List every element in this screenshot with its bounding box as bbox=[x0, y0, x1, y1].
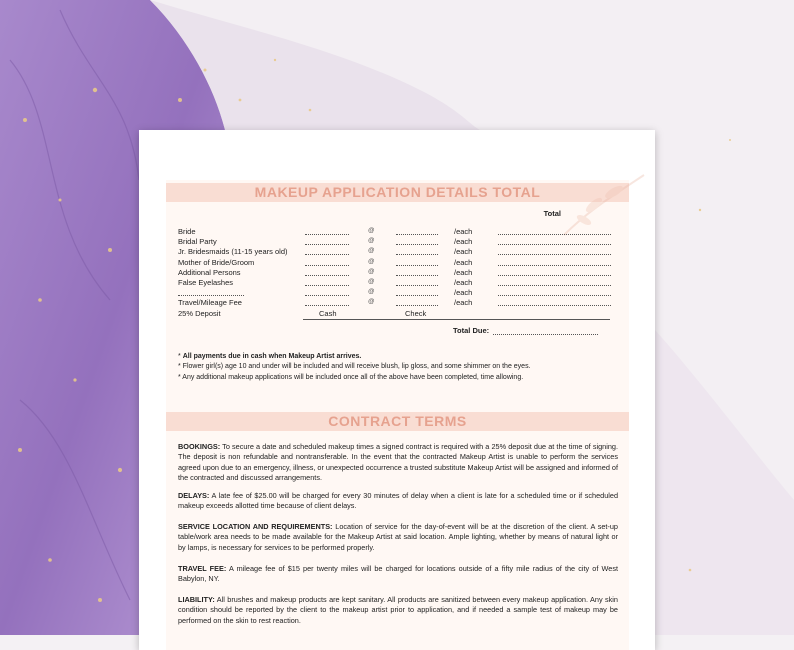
service-location-heading: SERVICE LOCATION AND REQUIREMENTS: bbox=[178, 522, 333, 531]
item-label: False Eyelashes bbox=[178, 277, 234, 287]
service-location-paragraph bbox=[178, 522, 618, 553]
at-symbol: @ bbox=[368, 257, 375, 265]
quantity-field[interactable] bbox=[305, 295, 349, 296]
item-row bbox=[178, 227, 618, 237]
at-symbol: @ bbox=[368, 288, 375, 296]
quantity-field[interactable] bbox=[305, 285, 349, 286]
item-row bbox=[178, 247, 618, 257]
bookings-heading: BOOKINGS: bbox=[178, 442, 221, 451]
travel-fee-heading: TRAVEL FEE: bbox=[178, 564, 227, 573]
total-field[interactable] bbox=[498, 265, 611, 266]
bookings-text: To secure a date and scheduled makeup times a signed contract is required with a 25% deposit due at the time of signing. The deposit is non refundable and nontransferable. In the event that the contracted Makeup Artist is unable to perform the services agreed upon due to an emergency, illness, or unexpected occurrence a trusted substitute Makeup Artist will be assigned and informed of the contracted and discussed arrangements. bbox=[178, 442, 618, 482]
total-due-label: Total Due: bbox=[453, 326, 490, 335]
price-field[interactable] bbox=[396, 275, 438, 276]
bookings-paragraph bbox=[178, 442, 618, 483]
quantity-field[interactable] bbox=[305, 244, 349, 245]
each-label: /each bbox=[454, 267, 473, 277]
price-field[interactable] bbox=[396, 295, 438, 296]
delays-paragraph bbox=[178, 491, 618, 512]
total-field[interactable] bbox=[498, 305, 611, 306]
payment-notes bbox=[178, 352, 623, 383]
price-field[interactable] bbox=[396, 244, 438, 245]
at-symbol: @ bbox=[368, 237, 375, 245]
price-field[interactable] bbox=[396, 254, 438, 255]
at-symbol: @ bbox=[368, 298, 375, 306]
at-symbol: @ bbox=[368, 267, 375, 275]
each-label: /each bbox=[454, 298, 473, 308]
delays-heading: DELAYS: bbox=[178, 491, 210, 500]
quantity-field[interactable] bbox=[305, 254, 349, 255]
makeup-details-section bbox=[166, 180, 629, 440]
item-row-custom bbox=[178, 288, 618, 298]
each-label: /each bbox=[454, 247, 473, 257]
travel-fee-text: A mileage fee of $15 per twenty miles will be charged for locations outside of a fifty mile radius of the city of West Babylon, NY. bbox=[178, 564, 618, 584]
note-bullet: * bbox=[178, 353, 181, 360]
quantity-field[interactable] bbox=[305, 275, 349, 276]
total-column-header: Total bbox=[543, 209, 561, 218]
makeup-details-title: MAKEUP APPLICATION DETAILS TOTAL bbox=[166, 183, 629, 202]
total-field[interactable] bbox=[498, 285, 611, 286]
item-row bbox=[178, 237, 618, 247]
item-row bbox=[178, 278, 618, 288]
contract-terms-section bbox=[166, 412, 629, 650]
each-label: /each bbox=[454, 227, 473, 236]
cash-option[interactable]: Cash bbox=[319, 308, 337, 318]
item-label: Bridal Party bbox=[178, 237, 217, 247]
price-field[interactable] bbox=[396, 265, 438, 266]
check-option[interactable]: Check bbox=[405, 308, 427, 318]
total-field[interactable] bbox=[498, 254, 611, 255]
at-symbol: @ bbox=[368, 277, 375, 285]
liability-heading: LIABILITY: bbox=[178, 595, 215, 604]
item-row bbox=[178, 268, 618, 278]
note-additional: * Any additional makeup applications will be included once all of the above have been completed, time allowing. bbox=[178, 373, 524, 381]
delays-text: A late fee of $25.00 will be charged for every 30 minutes of delay when a client is late for a scheduled time or if scheduled makeup exceeds allotted time because of client delays. bbox=[178, 491, 618, 511]
item-label: Travel/Mileage Fee bbox=[178, 298, 242, 308]
total-field[interactable] bbox=[498, 275, 611, 276]
liability-paragraph bbox=[178, 595, 618, 626]
total-due-field[interactable] bbox=[493, 334, 598, 335]
price-field[interactable] bbox=[396, 234, 438, 235]
travel-fee-paragraph bbox=[178, 564, 618, 585]
contract-page bbox=[139, 130, 655, 650]
total-field[interactable] bbox=[498, 295, 611, 296]
quantity-field[interactable] bbox=[305, 265, 349, 266]
note-payments-text: All payments due in cash when Makeup Artist arrives. bbox=[182, 353, 362, 360]
note-payments bbox=[178, 352, 623, 362]
each-label: /each bbox=[454, 288, 473, 298]
quantity-field[interactable] bbox=[305, 234, 349, 235]
liability-text: All brushes and makeup products are kept sanitary. All products are sanitized between every makeup application. Any skin condition should be reported by the client to the makeup artist prior to application, and if needed a sample test of makeup may be performed on the skin to rest reaction. bbox=[178, 595, 618, 625]
item-label: Mother of Bride/Groom bbox=[178, 257, 255, 267]
item-label: Jr. Bridesmaids (11-15 years old) bbox=[178, 247, 288, 257]
service-location-text: Location of service for the day-of-event will be at the discretion of the client. A set-up table/work area needs to be made available for the Makeup Artist at said location. Ample lighting, whether by means of natural light or by lamps, is necessary for services to be performed properly. bbox=[178, 522, 618, 552]
contract-terms-title: CONTRACT TERMS bbox=[166, 412, 629, 431]
note-flower-girls: * Flower girl(s) age 10 and under will be included and will receive blush, lip gloss, and some shimmer on the eyes. bbox=[178, 363, 531, 371]
items-table bbox=[178, 227, 618, 321]
total-field[interactable] bbox=[498, 234, 611, 235]
each-label: /each bbox=[454, 237, 473, 247]
each-label: /each bbox=[454, 277, 473, 287]
at-symbol: @ bbox=[368, 247, 375, 255]
at-symbol: @ bbox=[368, 227, 375, 234]
total-field[interactable] bbox=[498, 244, 611, 245]
item-label: Additional Persons bbox=[178, 267, 241, 277]
price-field[interactable] bbox=[396, 285, 438, 286]
item-row bbox=[178, 258, 618, 268]
item-label: Bride bbox=[178, 227, 196, 236]
item-row bbox=[178, 298, 618, 308]
price-field[interactable] bbox=[396, 305, 438, 306]
deposit-line bbox=[303, 319, 610, 320]
quantity-field[interactable] bbox=[305, 305, 349, 306]
custom-item-field[interactable] bbox=[178, 295, 244, 296]
deposit-label: 25% Deposit bbox=[178, 308, 221, 318]
total-due bbox=[453, 326, 489, 335]
deposit-row bbox=[178, 309, 618, 321]
each-label: /each bbox=[454, 257, 473, 267]
